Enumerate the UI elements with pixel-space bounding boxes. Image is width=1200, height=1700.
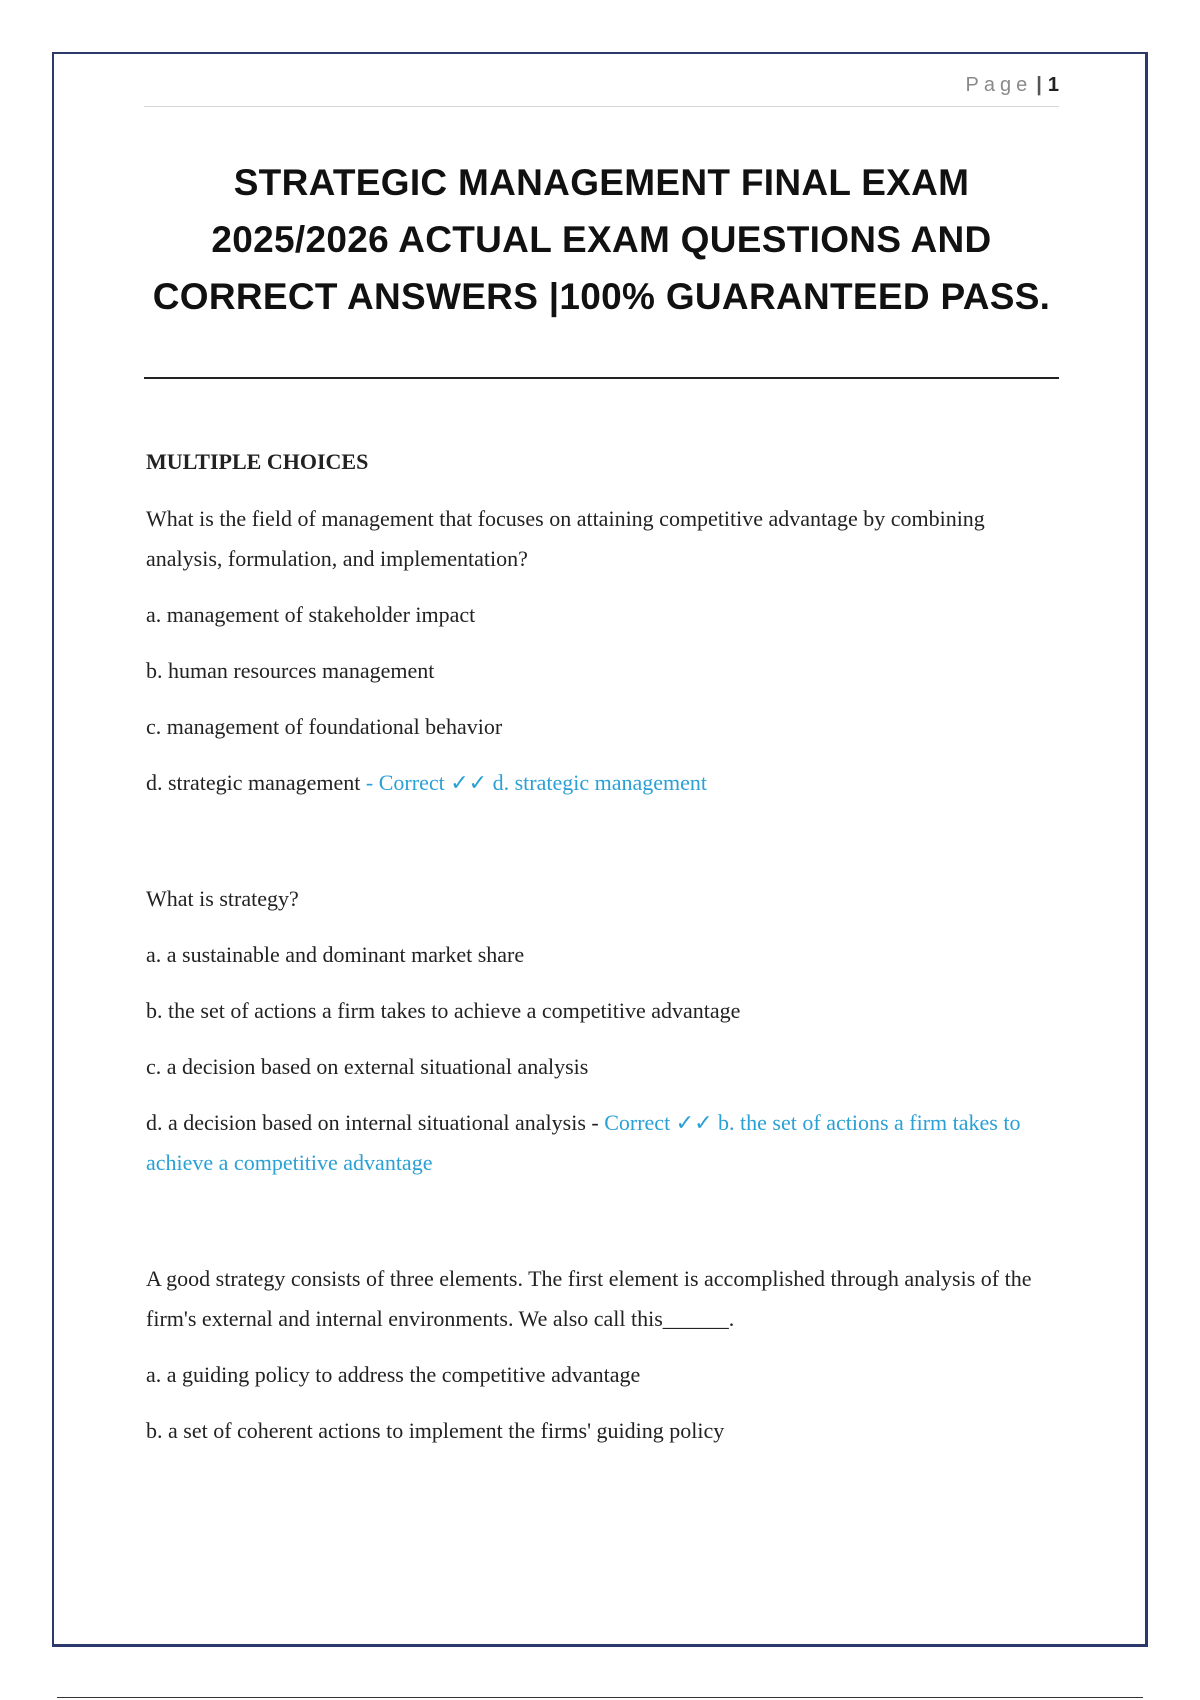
page-label: Page [965, 74, 1033, 96]
answer-option-text: d. strategic management [146, 770, 361, 795]
page-header [144, 74, 1059, 107]
question-text: A good strategy consists of three elements. The first element is accomplished through analysis of the firm's external and internal environments. We also call this______. [146, 1266, 1032, 1331]
document-page [52, 52, 1148, 1647]
footer-rule [57, 1697, 1143, 1698]
answer-option: a. a sustainable and dominant market share [146, 942, 525, 967]
document-body [146, 442, 1051, 1467]
answer-option: a. management of stakeholder impact [146, 602, 476, 627]
question-block [146, 1259, 1051, 1451]
answer-option: b. human resources management [146, 658, 435, 683]
answer-option: c. a decision based on external situational analysis [146, 1054, 589, 1079]
answer-option-text: d. a decision based on internal situational analysis - [146, 1110, 599, 1135]
section-heading: MULTIPLE CHOICES [146, 449, 369, 474]
page-separator: | [1036, 74, 1042, 96]
question-text: What is the field of management that focuses on attaining competitive advantage by combining analysis, formulation, and implementation? [146, 506, 985, 571]
question-text: What is strategy? [146, 886, 299, 911]
spacer [146, 1199, 1051, 1259]
title-underline [144, 377, 1059, 379]
answer-option-with-key [146, 763, 1051, 803]
answer-option: b. a set of coherent actions to implement the firms' guiding policy [146, 1418, 725, 1443]
question-block [146, 879, 1051, 1183]
answer-option: a. a guiding policy to address the competitive advantage [146, 1362, 641, 1387]
document-title: STRATEGIC MANAGEMENT FINAL EXAM 2025/2026 ACTUAL EXAM QUESTIONS AND CORRECT ANSWERS |100% GUARANTEED PASS. [152, 162, 1051, 317]
page-number: 1 [1047, 74, 1059, 96]
question-block [146, 499, 1051, 803]
answer-option: b. the set of actions a firm takes to achieve a competitive advantage [146, 998, 741, 1023]
correct-answer-key: - Correct ✓✓ d. strategic management [360, 770, 707, 795]
correct-answer-key: Correct ✓✓ b. the set of actions a firm takes to achieve a competitive advantage [146, 1110, 1021, 1175]
spacer [146, 819, 1051, 879]
answer-option-with-key [146, 1103, 1051, 1183]
answer-option: c. management of foundational behavior [146, 714, 503, 739]
